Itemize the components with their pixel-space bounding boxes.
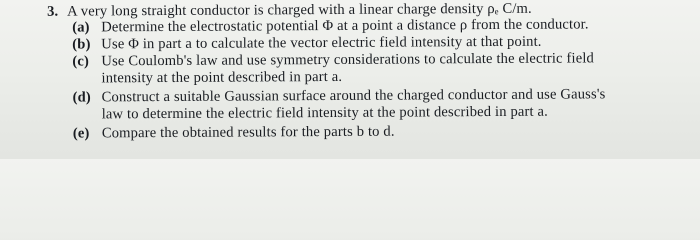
part-c-continuation [101,69,342,86]
part-b [72,34,541,53]
part-a-label: (a) [72,19,90,36]
part-d-continuation [102,104,548,123]
part-d [73,86,606,105]
part-a [72,16,589,35]
page-edge-shadow [0,145,700,159]
part-e-label: (e) [72,125,90,142]
question-number: 3. [47,3,59,20]
part-d-label: (d) [72,89,91,106]
part-b-label: (b) [72,36,91,53]
part-d-text-line2: law to determine the electric field intensity at the point described in part a. [101,103,549,123]
part-c-text-line2: intensity at the point described in part a. [101,68,343,87]
part-c-text-line1: Use Coulomb's law and use symmetry considerations to calculate the electric field [101,50,595,70]
part-e [73,124,395,142]
part-c [72,50,594,69]
part-b-text: Use Φ in part a to calculate the vector electric field intensity at that point. [101,33,542,53]
part-d-text-line1: Construct a suitable Gaussian surface around the charged conductor and use Gauss's [101,86,606,106]
question-stem: A very long straight conductor is charged with a linear charge density ρₑ C/m. [67,0,532,20]
part-c-label: (c) [72,53,90,70]
part-e-text: Compare the obtained results for the parts b to d. [101,123,395,142]
part-a-text: Determine the electrostatic potential Φ at a point a distance ρ from the conductor. [101,16,589,36]
